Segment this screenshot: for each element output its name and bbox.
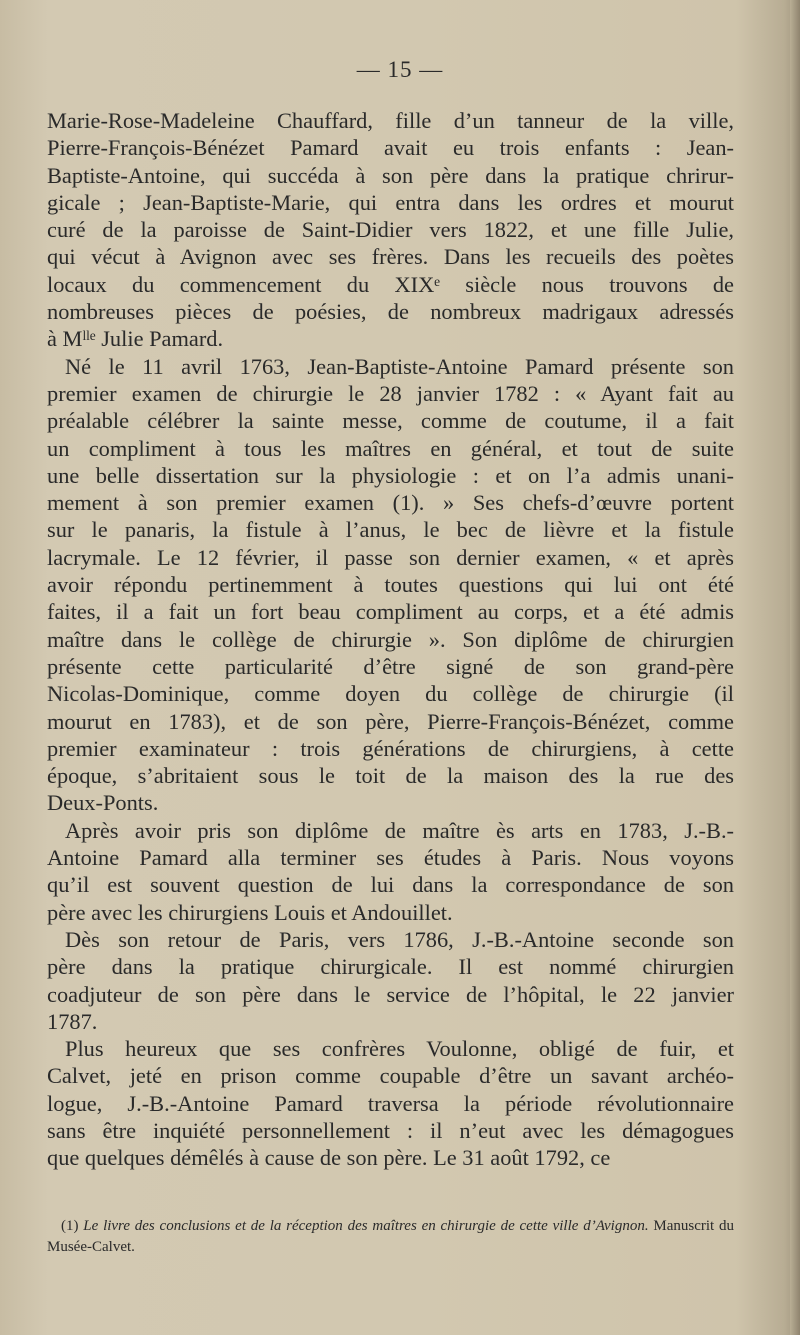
text-line: mourut en 1783), et de son père, Pierre-François-Bénézet, comme: [47, 708, 734, 734]
text-line: sur le panaris, la fistule à l’anus, le bec de lièvre et la fistule: [47, 517, 734, 543]
text-line: mement à son premier examen (1). » Ses chefs-d’œuvre portent: [47, 490, 734, 516]
text-line: Dès son retour de Paris, vers 1786, J.-B.-Antoine seconde son: [65, 926, 734, 952]
footnote-marker: (1): [61, 1218, 79, 1234]
text-line: préalable célébrer la sainte messe, comme de coutume, il a fait: [47, 408, 734, 434]
text-line: une belle dissertation sur la physiologie : et on l’a admis unani-: [47, 462, 734, 488]
text-line: Baptiste-Antoine, qui succéda à son père dans la pratique chrirur-: [47, 162, 734, 188]
text-line: Calvet, jeté en prison comme coupable d’être un savant archéo-: [47, 1063, 734, 1089]
text-line: premier examinateur : trois générations de chirurgiens, à cette: [47, 735, 734, 761]
text-line: présente cette particularité d’être signé de son grand-père: [47, 653, 734, 679]
text-line: nombreuses pièces de poésies, de nombreux madrigaux adressés: [47, 299, 734, 325]
text-line: qui vécut à Avignon avec ses frères. Dans les recueils des poètes: [47, 244, 734, 270]
footnote: [47, 1216, 734, 1258]
text-line: à Mˡˡᵉ Julie Pamard.: [47, 326, 224, 352]
text-line: Deux-Ponts.: [47, 790, 159, 816]
text-line: époque, s’abritaient sous le toit de la maison des la rue des: [47, 763, 734, 789]
text-line: lacrymale. Le 12 février, il passe son dernier examen, « et après: [47, 544, 734, 570]
text-line: Nicolas-Dominique, comme doyen du collège de chirurgie (il: [47, 681, 734, 707]
page-number: — 15 —: [356, 57, 444, 82]
text-line: gicale ; Jean-Baptiste-Marie, qui entra dans les ordres et mourut: [47, 189, 734, 215]
text-line: premier examen de chirurgie le 28 janvier 1782 : « Ayant fait au: [47, 380, 734, 406]
footnote-paragraph: [47, 1216, 734, 1258]
text-line: Marie-Rose-Madeleine Chauffard, fille d’un tanneur de la ville,: [47, 108, 734, 133]
text-line: curé de la paroisse de Saint-Didier vers 1822, et une fille Julie,: [47, 217, 734, 243]
text-line: un compliment à tous les maîtres en général, et tout de suite: [47, 435, 734, 461]
text-line: que quelques démêlés à cause de son père. Le 31 août 1792, ce: [47, 1145, 611, 1171]
text-line: père dans la pratique chirurgicale. Il est nommé chirurgien: [47, 954, 734, 980]
text-line: Plus heureux que ses confrères Voulonne, obligé de fuir, et: [65, 1036, 734, 1062]
text-line: Pierre-François-Bénézet Pamard avait eu trois enfants : Jean-: [47, 135, 734, 161]
text-line: logue, J.-B.-Antoine Pamard traversa la période révolutionnaire: [47, 1090, 734, 1116]
page-edge-shadow: [790, 0, 800, 1335]
body-text: [47, 107, 734, 1172]
text-line: avoir répondu pertinemment à toutes questions qui lui ont été: [47, 572, 734, 598]
text-line: père avec les chirurgiens Louis et Andouillet.: [47, 899, 453, 925]
text-line: Après avoir pris son diplôme de maître ès arts en 1783, J.-B.-: [65, 817, 734, 843]
text-line: Né le 11 avril 1763, Jean-Baptiste-Antoine Pamard présente son: [65, 353, 734, 379]
text-line: 1787.: [47, 1008, 98, 1034]
footnote-source: Manuscrit du Musée-Calvet.: [47, 1218, 734, 1255]
text-line: qu’il est souvent question de lui dans la correspondance de son: [47, 872, 734, 898]
text-line: locaux du commencement du XIXᵉ siècle nous trouvons de: [47, 271, 734, 297]
text-line: maître dans le collège de chirurgie ». Son diplôme de chirurgien: [47, 626, 734, 652]
text-line: sans être inquiété personnellement : il n’eut avec les démagogues: [47, 1117, 734, 1143]
text-line: Antoine Pamard alla terminer ses études à Paris. Nous voyons: [47, 845, 734, 871]
text-line: coadjuteur de son père dans le service de l’hôpital, le 22 janvier: [47, 981, 734, 1007]
text-line: faites, il a fait un fort beau compliment au corps, et a été admis: [47, 599, 734, 625]
footnote-title: Le livre des conclusions et de la réception des maîtres en chirurgie de cette ville d’Avignon.: [83, 1218, 649, 1234]
